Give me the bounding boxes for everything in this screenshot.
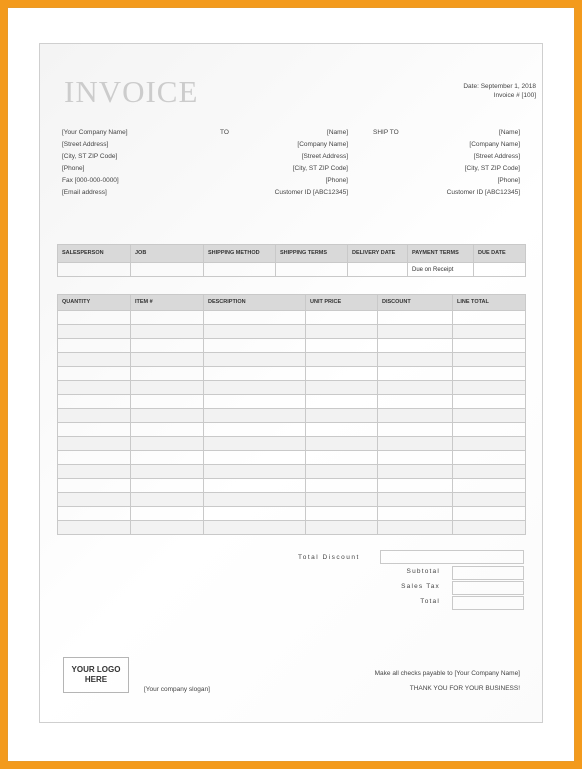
header-item-number: ITEM # <box>131 295 204 311</box>
header-discount: DISCOUNT <box>378 295 453 311</box>
line-total-cell[interactable] <box>453 507 526 521</box>
discount-cell[interactable] <box>378 423 453 437</box>
invoice-sheet <box>39 43 543 723</box>
description-cell[interactable] <box>204 521 306 535</box>
quantity-cell[interactable] <box>58 493 131 507</box>
from-company: [Your Company Name] <box>62 129 128 136</box>
quantity-cell[interactable] <box>58 367 131 381</box>
item-cell[interactable] <box>131 507 204 521</box>
header-payment-terms: PAYMENT TERMS <box>408 245 474 263</box>
total-label: Total <box>420 598 440 605</box>
quantity-cell[interactable] <box>58 437 131 451</box>
ship-to-customer-id: Customer ID [ABC12345] <box>446 189 520 196</box>
item-cell[interactable] <box>131 353 204 367</box>
ship-to-address <box>410 127 520 199</box>
header-shipping-method: SHIPPING METHOD <box>204 245 276 263</box>
sales-tax-value[interactable] <box>452 581 524 595</box>
item-cell[interactable] <box>131 423 204 437</box>
header-due-date: DUE DATE <box>474 245 526 263</box>
table-row <box>58 381 526 395</box>
subtotal-value[interactable] <box>452 566 524 580</box>
item-cell[interactable] <box>131 479 204 493</box>
unit-price-cell[interactable] <box>306 479 378 493</box>
unit-price-cell[interactable] <box>306 367 378 381</box>
quantity-cell[interactable] <box>58 423 131 437</box>
discount-cell[interactable] <box>378 479 453 493</box>
to-customer-id: Customer ID [ABC12345] <box>274 189 348 196</box>
description-cell[interactable] <box>204 367 306 381</box>
line-total-cell[interactable] <box>453 451 526 465</box>
total-value[interactable] <box>452 596 524 610</box>
description-cell[interactable] <box>204 409 306 423</box>
discount-cell[interactable] <box>378 493 453 507</box>
salesperson-value[interactable] <box>58 263 131 277</box>
line-total-cell[interactable] <box>453 465 526 479</box>
ship-to-company: [Company Name] <box>469 141 520 148</box>
unit-price-cell[interactable] <box>306 353 378 367</box>
unit-price-cell[interactable] <box>306 465 378 479</box>
quantity-cell[interactable] <box>58 395 131 409</box>
item-cell[interactable] <box>131 465 204 479</box>
thank-you-note: THANK YOU FOR YOUR BUSINESS! <box>409 685 520 692</box>
description-cell[interactable] <box>204 325 306 339</box>
discount-cell[interactable] <box>378 465 453 479</box>
ship-to-label: SHIP TO <box>373 129 399 136</box>
unit-price-cell[interactable] <box>306 507 378 521</box>
quantity-cell[interactable] <box>58 381 131 395</box>
header-description: DESCRIPTION <box>204 295 306 311</box>
table-row <box>58 493 526 507</box>
unit-price-cell[interactable] <box>306 409 378 423</box>
unit-price-cell[interactable] <box>306 381 378 395</box>
item-cell[interactable] <box>131 493 204 507</box>
table-row <box>58 521 526 535</box>
to-street: [Street Address] <box>301 153 348 160</box>
total-discount-value[interactable] <box>380 550 524 564</box>
item-cell[interactable] <box>131 395 204 409</box>
shipping-method-value[interactable] <box>204 263 276 277</box>
to-phone: [Phone] <box>325 177 348 184</box>
quantity-cell[interactable] <box>58 339 131 353</box>
description-cell[interactable] <box>204 353 306 367</box>
unit-price-cell[interactable] <box>306 451 378 465</box>
line-total-cell[interactable] <box>453 493 526 507</box>
discount-cell[interactable] <box>378 507 453 521</box>
to-city: [City, ST ZIP Code] <box>292 165 348 172</box>
description-cell[interactable] <box>204 339 306 353</box>
discount-cell[interactable] <box>378 521 453 535</box>
invoice-date: Date: September 1, 2018 <box>463 83 536 90</box>
item-cell[interactable] <box>131 311 204 325</box>
to-name: [Name] <box>327 129 348 136</box>
payable-note: Make all checks payable to [Your Company Name] <box>374 670 520 677</box>
discount-cell[interactable] <box>378 381 453 395</box>
due-date-value[interactable] <box>474 263 526 277</box>
header-shipping-terms: SHIPPING TERMS <box>276 245 348 263</box>
subtotal-label: Subtotal <box>406 568 440 575</box>
header-job: JOB <box>131 245 204 263</box>
discount-cell[interactable] <box>378 409 453 423</box>
ship-to-street: [Street Address] <box>473 153 520 160</box>
from-email: [Email address] <box>62 189 107 196</box>
header-quantity: QUANTITY <box>58 295 131 311</box>
line-total-cell[interactable] <box>453 325 526 339</box>
delivery-date-value[interactable] <box>348 263 408 277</box>
line-total-cell[interactable] <box>453 381 526 395</box>
table-row <box>58 423 526 437</box>
discount-cell[interactable] <box>378 437 453 451</box>
line-total-cell[interactable] <box>453 367 526 381</box>
item-cell[interactable] <box>131 451 204 465</box>
quantity-cell[interactable] <box>58 409 131 423</box>
unit-price-cell[interactable] <box>306 423 378 437</box>
item-cell[interactable] <box>131 409 204 423</box>
table-row <box>58 367 526 381</box>
line-total-cell[interactable] <box>453 339 526 353</box>
order-info-table <box>57 244 526 277</box>
line-total-cell[interactable] <box>453 437 526 451</box>
company-slogan: [Your company slogan] <box>144 686 210 693</box>
quantity-cell[interactable] <box>58 465 131 479</box>
ship-to-name: [Name] <box>499 129 520 136</box>
quantity-cell[interactable] <box>58 311 131 325</box>
table-row <box>58 451 526 465</box>
ship-to-phone: [Phone] <box>497 177 520 184</box>
ship-to-city: [City, ST ZIP Code] <box>464 165 520 172</box>
to-label: TO <box>220 129 229 136</box>
discount-cell[interactable] <box>378 451 453 465</box>
line-total-cell[interactable] <box>453 311 526 325</box>
job-value[interactable] <box>131 263 204 277</box>
header-line-total: LINE TOTAL <box>453 295 526 311</box>
from-phone: [Phone] <box>62 165 85 172</box>
discount-cell[interactable] <box>378 353 453 367</box>
line-total-cell[interactable] <box>453 409 526 423</box>
description-cell[interactable] <box>204 507 306 521</box>
unit-price-cell[interactable] <box>306 339 378 353</box>
unit-price-cell[interactable] <box>306 311 378 325</box>
table-row <box>58 479 526 493</box>
item-cell[interactable] <box>131 437 204 451</box>
invoice-title: INVOICE <box>64 74 199 109</box>
description-cell[interactable] <box>204 381 306 395</box>
table-row <box>58 507 526 521</box>
table-row <box>58 311 526 325</box>
sales-tax-label: Sales Tax <box>401 583 440 590</box>
table-row <box>58 465 526 479</box>
line-total-cell[interactable] <box>453 521 526 535</box>
header-salesperson: SALESPERSON <box>58 245 131 263</box>
line-total-cell[interactable] <box>453 423 526 437</box>
description-cell[interactable] <box>204 479 306 493</box>
from-city: [City, ST ZIP Code] <box>62 153 118 160</box>
line-items-table <box>57 294 526 535</box>
from-fax: Fax [000-000-0000] <box>62 177 119 184</box>
line-total-cell[interactable] <box>453 395 526 409</box>
logo-placeholder: YOUR LOGO HERE <box>63 657 129 693</box>
item-cell[interactable] <box>131 339 204 353</box>
item-cell[interactable] <box>131 367 204 381</box>
quantity-cell[interactable] <box>58 521 131 535</box>
table-row <box>58 325 526 339</box>
to-company: [Company Name] <box>297 141 348 148</box>
discount-cell[interactable] <box>378 367 453 381</box>
table-row <box>58 339 526 353</box>
description-cell[interactable] <box>204 451 306 465</box>
quantity-cell[interactable] <box>58 353 131 367</box>
total-discount-label: Total Discount <box>298 554 360 561</box>
from-address <box>62 127 128 199</box>
unit-price-cell[interactable] <box>306 493 378 507</box>
discount-cell[interactable] <box>378 325 453 339</box>
header-delivery-date: DELIVERY DATE <box>348 245 408 263</box>
description-cell[interactable] <box>204 493 306 507</box>
header-unit-price: UNIT PRICE <box>306 295 378 311</box>
description-cell[interactable] <box>204 311 306 325</box>
unit-price-cell[interactable] <box>306 437 378 451</box>
quantity-cell[interactable] <box>58 479 131 493</box>
description-cell[interactable] <box>204 465 306 479</box>
payment-terms-value[interactable]: Due on Receipt <box>408 263 474 277</box>
discount-cell[interactable] <box>378 339 453 353</box>
item-cell[interactable] <box>131 521 204 535</box>
description-cell[interactable] <box>204 423 306 437</box>
table-row <box>58 353 526 367</box>
unit-price-cell[interactable] <box>306 395 378 409</box>
discount-cell[interactable] <box>378 395 453 409</box>
table-row <box>58 437 526 451</box>
unit-price-cell[interactable] <box>306 325 378 339</box>
quantity-cell[interactable] <box>58 507 131 521</box>
description-cell[interactable] <box>204 437 306 451</box>
item-cell[interactable] <box>131 381 204 395</box>
discount-cell[interactable] <box>378 311 453 325</box>
item-cell[interactable] <box>131 325 204 339</box>
invoice-meta <box>463 82 536 100</box>
description-cell[interactable] <box>204 395 306 409</box>
quantity-cell[interactable] <box>58 325 131 339</box>
from-street: [Street Address] <box>62 141 109 148</box>
quantity-cell[interactable] <box>58 451 131 465</box>
table-row <box>58 409 526 423</box>
line-total-cell[interactable] <box>453 479 526 493</box>
table-row <box>58 395 526 409</box>
unit-price-cell[interactable] <box>306 521 378 535</box>
to-address <box>240 127 348 199</box>
shipping-terms-value[interactable] <box>276 263 348 277</box>
invoice-number: Invoice # [100] <box>493 92 536 99</box>
line-total-cell[interactable] <box>453 353 526 367</box>
